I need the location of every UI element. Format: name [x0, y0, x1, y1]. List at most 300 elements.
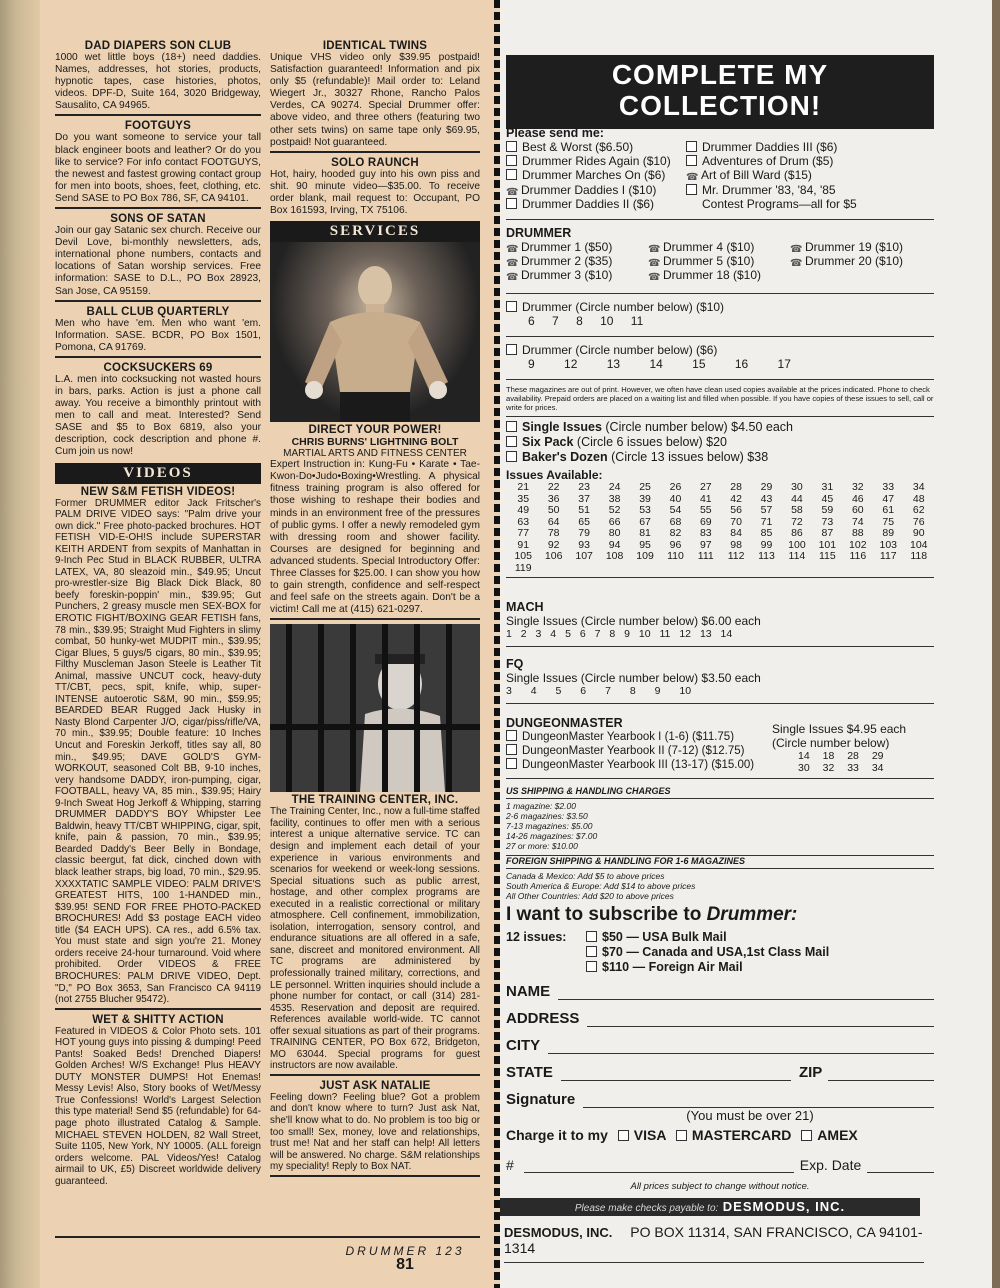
issue-number[interactable]: 6	[528, 313, 535, 328]
issue-number[interactable]: 68	[669, 515, 682, 528]
camera-icon: ☎	[648, 244, 661, 255]
order-item-label: Drummer 2 ($35)	[521, 254, 613, 269]
issue-number[interactable]: 18	[822, 750, 835, 762]
page-edge	[992, 0, 1000, 1288]
issue-number[interactable]: 32	[822, 762, 835, 774]
issue-number[interactable]: 9	[624, 628, 630, 640]
issue-number[interactable]: 55	[699, 504, 712, 516]
ad-title: NEW S&M FETISH VIDEOS!	[80, 485, 236, 498]
page-footer	[330, 1244, 480, 1272]
issue-number[interactable]: 76	[912, 515, 925, 528]
ad-direct-your-power	[270, 422, 480, 620]
order-item-label: Drummer 19 ($10)	[805, 240, 904, 254]
fq-section	[506, 657, 934, 704]
order-item-label: Drummer Marches On ($6)	[522, 168, 666, 183]
issue-number[interactable]: 83	[699, 527, 712, 539]
issue-number[interactable]: 85	[760, 527, 773, 539]
issue-number[interactable]: 118	[910, 550, 928, 562]
issue-number[interactable]: 36	[547, 492, 560, 505]
page-number: 81	[396, 1256, 414, 1273]
order-item[interactable]	[506, 268, 648, 282]
subscription-option[interactable]	[586, 930, 829, 945]
order-item-label: Drummer 20 ($10)	[805, 254, 904, 269]
cell-bars-photo	[270, 624, 480, 792]
issue-number[interactable]: 26	[669, 481, 682, 493]
issue-number[interactable]: 12	[679, 628, 692, 640]
issue-number[interactable]: 97	[699, 538, 712, 551]
ad-sons-of-satan	[55, 211, 261, 302]
order-item-label: Drummer Daddies III ($6)	[702, 140, 838, 154]
issue-number[interactable]: 23	[578, 481, 590, 493]
checkbox[interactable]	[506, 155, 517, 166]
dm-yearbooks	[506, 716, 772, 774]
issue-number[interactable]: 30	[791, 481, 803, 493]
issue-number[interactable]: 57	[760, 504, 773, 516]
order-item-label: DungeonMaster Yearbook III (13-17) ($15.00)	[522, 759, 755, 771]
checkbox[interactable]	[686, 155, 697, 166]
issues-row	[508, 505, 934, 517]
issue-number[interactable]: 107	[575, 550, 593, 562]
checkbox[interactable]	[686, 184, 697, 195]
order-item[interactable]	[506, 744, 772, 758]
checks-payable-bar	[500, 1198, 920, 1216]
state-field[interactable]	[561, 1066, 791, 1081]
ad-title: IDENTICAL TWINS	[322, 40, 428, 52]
issue-number[interactable]: 112	[727, 550, 745, 562]
issue-number[interactable]: 11	[630, 313, 644, 328]
checkbox[interactable]	[506, 451, 517, 462]
ad-just-ask-natalie	[270, 1078, 480, 1177]
issue-number[interactable]: 117	[879, 550, 897, 562]
issue-number[interactable]: 87	[821, 527, 834, 539]
issue-number[interactable]: 61	[882, 504, 895, 516]
checkbox[interactable]	[686, 141, 697, 152]
issue-number[interactable]: 70	[730, 515, 742, 528]
us-shipping-heading: US SHIPPING & HANDLING CHARGES	[506, 786, 671, 796]
issue-number[interactable]: 60	[851, 504, 864, 516]
issue-number[interactable]: 31	[821, 481, 834, 493]
issue-number[interactable]: 11	[659, 628, 671, 640]
issue-number[interactable]: 59	[821, 504, 834, 516]
issue-number[interactable]: 113	[758, 550, 775, 562]
circle-10-label: Drummer (Circle number below) ($10)	[522, 299, 725, 314]
issue-number[interactable]: 42	[730, 492, 742, 505]
age-notice: (You must be over 21)	[686, 1108, 814, 1123]
issue-number[interactable]: 43	[760, 492, 773, 505]
checkbox[interactable]	[586, 931, 597, 942]
send-list-left	[506, 140, 684, 211]
card-number-field[interactable]	[524, 1160, 794, 1173]
issue-number[interactable]: 49	[517, 504, 530, 516]
issue-number[interactable]: 98	[730, 538, 742, 551]
order-item[interactable]	[648, 254, 790, 268]
visa-checkbox[interactable]	[618, 1130, 629, 1141]
issue-number[interactable]: 108	[605, 550, 624, 562]
camera-icon: ☎	[790, 244, 803, 255]
issue-number[interactable]: 9	[654, 685, 661, 697]
order-item[interactable]	[686, 183, 926, 197]
drummer-heading: DRUMMER	[506, 226, 572, 240]
issue-number[interactable]: 111	[697, 550, 714, 562]
divider	[506, 336, 934, 337]
issue-number[interactable]: 86	[791, 527, 803, 539]
issue-number[interactable]: 3	[506, 685, 512, 697]
signature-field[interactable]	[583, 1093, 934, 1108]
issue-number[interactable]: 62	[912, 504, 925, 516]
name-label: NAME	[506, 983, 551, 1000]
dungeonmaster-section	[506, 716, 934, 779]
subscription-options	[506, 930, 934, 975]
checkbox[interactable]	[506, 301, 517, 312]
issue-number[interactable]: 63	[517, 515, 530, 528]
issues-grid	[508, 482, 934, 574]
issue-number[interactable]: 54	[669, 504, 682, 516]
issue-number[interactable]: 24	[608, 481, 621, 493]
issue-number[interactable]: 6	[579, 628, 586, 640]
order-item-label: Drummer 1 ($50)	[521, 240, 613, 254]
circle-10-numbers	[506, 314, 934, 328]
issues-row	[508, 494, 934, 506]
issue-number[interactable]: 88	[851, 527, 864, 539]
checkbox[interactable]	[586, 946, 597, 957]
issue-number[interactable]: 4	[550, 628, 557, 640]
issue-number[interactable]: 67	[639, 515, 651, 528]
state-zip-row	[506, 1054, 934, 1081]
order-item-label: DungeonMaster Yearbook I (1-6) ($11.75)	[522, 731, 735, 743]
order-item[interactable]	[506, 168, 684, 182]
dm-circle-label: (Circle number below)	[772, 736, 890, 750]
issue-number[interactable]: 56	[730, 504, 742, 516]
order-item[interactable]	[790, 254, 903, 268]
ad-body: Men who have 'em. Men who want 'em. Information. SASE. BCDR, PO Box 1501, Pomona, CA 91769.	[55, 317, 261, 353]
issue-number[interactable]: 74	[851, 515, 864, 528]
order-item[interactable]	[686, 140, 926, 154]
subscription-option[interactable]	[586, 945, 829, 960]
issue-number[interactable]: 58	[791, 504, 803, 516]
ad-identical-twins	[270, 38, 480, 153]
camera-icon: ☎	[506, 272, 519, 284]
issue-number[interactable]: 1	[506, 628, 512, 640]
issue-number[interactable]: 91	[517, 538, 530, 551]
shipping-rate: 1 magazine: $2.00	[506, 801, 576, 811]
ad-body: Former DRUMMER editor Jack Fritscher's PALM DRIVE VIDEO says: "Palm drive your own dick." Free photo-packed brochures. HOT FETISH VID-E-OH!S include SUPERSTAR KEITH ARDENT from sexpits of Manhattan in 9-Inch Pec Stud in BLACK RUBBER, ULTRA LATEX, VA, 80 sleazoid min., $49.95; Uncut pro-wrestler-size Big Black Dick Black, 80 beefy foreskin-poppin' min., $39.95; Gut Punchers, 2 greasy muscle men SEX-BOX for EROTIC FIGHT/BOXING GEAR FETISH fans, 78 min., $39.95; Straight Mud Fighters in slimy combat, 50 hunky-wet MUDPIT min., $39.95; Cigar Blues, 5 guys/5 cigars, 80 min., $39.95; Filthy Muscleman Jason Steele is Leather Tit Animal, massive UNCUT cock, heavy-duty TT/CBT, pecs, spit, knife, whip, super-INTENSE autoerotic S&M, 90 min., $59.95; BEARDED BEAR Rugged Jack Husky in Nasty Blond Carpenter J/O, cigar/piss/rifle/VA, 70 min., $39.95; Double feature: 10 Inches Uncut and Foreskin Jerkoff, titles say all, 80 min., $49.95; DAVE GOLD'S GYM-WORKOUT, seasoned Colt BB, 9-10 inches, very handsome DADDY, iron-pumping, cigar, FOOTBALL, heavy VA, 85 min., $39.95; Hairy 9-Inch Sweat Hog Jerkoff & Whipping, starring DRUMMER DADDY'S BOY Whipster Lee Baldwin, heavy TT/CBT WHIPPING, cigar, spit, knife, pain & passion, 70 min., $39.95; Bearded Daddy's Beer Belly in Bondage, classic beergut, fat dick, cinched down with black leather straps, big load, 70 min., $29.95. XXXXTATIC SAMPLE VIDEO: PALM DRIVE'S GREATEST HITS, 100 1-HANDED min., $39.95! SEND FOR FREE PHOTO-PACKED BROCHURES! Add $3 postage EACH video title ($4 EACH UPS). CA res., add 6.5% tax. You must state and sign you're 21. Money orders receive 24-hour turnaround. Void where prohibited. Order VIDEOS & FREE BROCHURES: PALM DRIVE VIDEO, Dept. "D," PO Box 3653, San Francisco CA 94119 (not 2755 Blucher 95472).	[55, 497, 261, 1006]
issue-number[interactable]: 114	[788, 550, 806, 562]
checkbox[interactable]	[506, 344, 517, 355]
issue-number[interactable]: 92	[547, 538, 560, 551]
option-detail: (Circle 13 issues below) $38	[611, 450, 769, 464]
issues-row	[508, 517, 934, 529]
issue-number[interactable]: 79	[578, 527, 590, 539]
send-list-right	[684, 140, 926, 211]
issue-number[interactable]: 89	[882, 527, 895, 539]
mach-heading: MACH	[506, 600, 544, 614]
issue-number[interactable]: 40	[669, 492, 682, 505]
order-item[interactable]	[506, 254, 648, 268]
order-item[interactable]	[506, 183, 684, 197]
issue-number[interactable]: 95	[639, 538, 651, 551]
issue-number[interactable]: 104	[909, 538, 928, 551]
issue-number[interactable]: 14	[720, 628, 733, 640]
charge-row	[506, 1127, 934, 1143]
order-item[interactable]	[506, 240, 648, 254]
issue-number[interactable]: 116	[849, 550, 867, 562]
checkbox[interactable]	[506, 421, 517, 432]
classifieds-column-1	[55, 38, 261, 1191]
divider	[506, 798, 934, 799]
classifieds-column-2	[270, 38, 480, 1179]
issue-number[interactable]: 69	[699, 515, 712, 528]
issue-number[interactable]: 84	[730, 527, 742, 539]
issue-number[interactable]: 119	[514, 561, 532, 574]
city-field[interactable]	[548, 1039, 934, 1054]
issue-number[interactable]: 109	[636, 550, 654, 562]
subscription-option[interactable]	[586, 960, 829, 975]
issue-number[interactable]: 13	[606, 356, 621, 371]
order-item[interactable]	[506, 154, 684, 168]
ad-body: Do you want someone to service your tall black engineer boots and leather? Or do you like to service? For info contact FOOTGUYS, the newest and fastest growing contact group for men into boots, shoes, feet, clothing, etc. Send SASE to PO Box 786, SF, CA 94101.	[55, 132, 261, 204]
ad-body: 1000 wet little boys (18+) need daddies. Names, addresses, hot stories, products, hypnotic tapes, case histories, photos, videos. DPF-D, Suite 164, 3020 Bridgeway, Sausalito, CA 94965.	[55, 52, 261, 112]
issue-number[interactable]: 46	[851, 492, 864, 505]
issue-number[interactable]: 22	[547, 481, 560, 493]
ad-title: DIRECT YOUR POWER!	[308, 424, 442, 437]
ad-body: L.A. men into cocksucking not wasted hours in bars, parks. Action is just a phone call away. You receive a bimonthly printout with men to call and meat. Interested? Send SASE and $5 to Box 6819, also your description, cock description and phone #. Cum join us now!	[55, 373, 261, 458]
banner-line-1: COMPLETE MY	[611, 59, 829, 90]
issue-number[interactable]: 13	[699, 628, 712, 640]
issue-number[interactable]: 105	[514, 550, 532, 562]
issue-number[interactable]: 66	[608, 515, 621, 528]
issue-number[interactable]: 48	[912, 492, 925, 505]
circle-6-row[interactable]	[506, 343, 934, 357]
issue-number[interactable]: 82	[669, 527, 682, 539]
address-label: ADDRESS	[506, 1010, 580, 1027]
card-number-row	[506, 1143, 934, 1173]
issue-number[interactable]: 27	[699, 481, 712, 493]
issue-number[interactable]: 6	[580, 685, 587, 697]
checkbox[interactable]	[586, 961, 597, 972]
issue-number[interactable]: 80	[608, 527, 621, 539]
issue-number[interactable]: 99	[760, 538, 773, 551]
signature-row	[506, 1081, 934, 1108]
issue-number[interactable]: 101	[818, 538, 837, 551]
issue-number[interactable]: 90	[912, 527, 925, 539]
order-item-label: Drummer Daddies I ($10)	[521, 182, 657, 197]
issue-number[interactable]: 38	[608, 492, 621, 505]
subscribe-heading	[506, 904, 934, 926]
issue-number[interactable]: 71	[760, 515, 773, 528]
issue-number[interactable]: 21	[517, 481, 530, 493]
issue-number[interactable]: 39	[639, 492, 651, 505]
circle-10-row[interactable]	[506, 300, 934, 314]
order-item-label: Drummer 3 ($10)	[521, 268, 613, 283]
issue-number[interactable]: 53	[639, 504, 651, 516]
order-item-label: Drummer Daddies II ($6)	[522, 196, 655, 211]
checkbox[interactable]	[506, 198, 517, 209]
checkbox[interactable]	[506, 744, 517, 755]
zip-field[interactable]	[828, 1066, 934, 1081]
ad-title: WET & SHITTY ACTION	[92, 1013, 224, 1026]
ad-subtitle: CHRIS BURNS' LIGHTNING BOLT	[291, 436, 459, 449]
order-item[interactable]	[506, 197, 684, 211]
issue-number[interactable]: 37	[578, 492, 590, 505]
exp-date-label: Exp. Date	[799, 1157, 862, 1173]
order-item[interactable]	[506, 758, 772, 772]
issue-number[interactable]: 51	[578, 504, 590, 516]
issue-number[interactable]: 77	[517, 527, 530, 539]
issue-number[interactable]: 10	[679, 685, 692, 697]
ad-body: Feeling down? Feeling blue? Got a problem and don't know where to turn? Just ask Nat, she'll know what to do. No problem is too big or too small! Sex, money, love and relationships, trust me! Nat and her staff can help! All letters will be answered. No charge. S&M relationships my speciality! Reply to Box NAT.	[270, 1091, 480, 1173]
circle-6-numbers	[506, 357, 934, 371]
six-pack-option[interactable]	[506, 435, 934, 450]
issue-number[interactable]: 47	[882, 492, 895, 505]
issue-number[interactable]: 100	[788, 538, 806, 551]
fighter-silhouette-icon	[270, 242, 480, 422]
issue-number[interactable]: 12	[564, 356, 578, 371]
issue-number[interactable]: 33	[882, 481, 895, 493]
issue-number[interactable]: 28	[730, 481, 742, 493]
order-item-label: DungeonMaster Yearbook II (7-12) ($12.75)	[522, 745, 745, 757]
bakers-dozen-option[interactable]	[506, 450, 934, 465]
issue-number[interactable]: 110	[667, 550, 684, 562]
order-item-label: Drummer 5 ($10)	[663, 254, 755, 269]
issue-number[interactable]: 106	[544, 550, 563, 562]
issue-number[interactable]: 10	[600, 313, 614, 328]
issues-row	[508, 528, 934, 540]
foreign-shipping-heading: FOREIGN SHIPPING & HANDLING FOR 1-6 MAGAZINES	[506, 856, 746, 866]
shipping-rate: 2-6 magazines: $3.50	[506, 811, 588, 821]
issue-number[interactable]: 5	[555, 685, 562, 697]
issue-number[interactable]: 115	[818, 550, 836, 562]
checkbox[interactable]	[506, 758, 517, 769]
issue-number[interactable]: 29	[760, 481, 773, 493]
order-item[interactable]	[686, 154, 926, 168]
company-address: PO BOX 11314, SAN FRANCISCO, CA 94101-1314	[504, 1224, 923, 1256]
zip-label: ZIP	[798, 1064, 823, 1081]
checkbox[interactable]	[506, 169, 517, 180]
issue-number[interactable]: 32	[851, 481, 864, 493]
please-send-section	[506, 126, 934, 220]
issue-number[interactable]: 7	[552, 313, 559, 328]
issue-number[interactable]: 16	[734, 356, 749, 371]
checkbox[interactable]	[506, 730, 517, 741]
single-issues-option[interactable]	[506, 420, 934, 435]
issue-number[interactable]: 8	[629, 685, 636, 697]
ad-solo-raunch	[270, 155, 480, 219]
shipping-rate: 14-26 magazines: $7.00	[506, 831, 598, 841]
issue-number[interactable]: 35	[517, 492, 530, 505]
issue-number[interactable]: 96	[669, 538, 682, 551]
issue-number[interactable]: 3	[535, 628, 542, 640]
divider	[506, 379, 934, 380]
issue-number[interactable]: 102	[849, 538, 867, 551]
order-item-label: Mr. Drummer '83, '84, '85	[702, 182, 836, 197]
issue-number[interactable]: 78	[547, 527, 560, 539]
issue-number[interactable]: 2	[520, 628, 527, 640]
issue-number[interactable]: 25	[639, 481, 651, 493]
issue-number[interactable]: 4	[530, 685, 537, 697]
subscribe-magazine: Drummer:	[706, 904, 798, 925]
issue-number[interactable]: 64	[547, 515, 560, 528]
issue-number[interactable]: 17	[777, 356, 791, 371]
shipping-rate: South America & Europe: Add $14 to above prices	[506, 881, 696, 891]
issue-number[interactable]: 9	[528, 356, 535, 371]
amex-checkbox[interactable]	[801, 1130, 812, 1141]
issue-number[interactable]: 33	[847, 762, 859, 774]
mastercard-checkbox[interactable]	[676, 1130, 687, 1141]
issue-number[interactable]: 30	[798, 762, 810, 774]
issue-number[interactable]: 5	[565, 628, 571, 640]
issue-number[interactable]: 50	[547, 504, 560, 516]
footer-rule	[55, 1236, 480, 1238]
issue-number[interactable]: 7	[605, 685, 611, 697]
issue-number[interactable]: 94	[608, 538, 621, 551]
order-item[interactable]	[790, 240, 903, 254]
subscription-option-label: $70 — Canada and USA,1st Class Mail	[602, 945, 830, 959]
drummer-grid	[506, 240, 934, 283]
issue-number[interactable]: 44	[791, 492, 803, 505]
issue-number[interactable]: 14	[798, 750, 810, 762]
issue-number[interactable]: 8	[609, 628, 616, 640]
page-spine	[0, 0, 40, 1288]
issue-number[interactable]: 34	[912, 481, 925, 493]
issue-number[interactable]: 8	[576, 313, 583, 328]
order-item[interactable]	[506, 730, 772, 744]
shipping-rate: All Other Countries: Add $20 to above prices	[506, 891, 674, 901]
issues-row	[508, 551, 934, 563]
divider	[506, 646, 934, 647]
option-name: Single Issues	[522, 420, 602, 434]
issue-number[interactable]: 52	[608, 504, 621, 516]
issue-number[interactable]: 7	[594, 628, 601, 640]
checkbox[interactable]	[506, 436, 517, 447]
issue-number[interactable]: 81	[639, 527, 651, 539]
issue-number[interactable]: 15	[692, 356, 706, 371]
issue-number[interactable]: 45	[821, 492, 834, 505]
checkbox[interactable]	[506, 141, 517, 152]
address-row	[506, 1000, 934, 1027]
issue-number[interactable]: 93	[578, 538, 590, 551]
order-item-label: Adventures of Drum ($5)	[702, 154, 834, 169]
drummer-section	[506, 226, 934, 417]
issue-number[interactable]: 65	[578, 515, 590, 528]
address-field[interactable]	[587, 1012, 934, 1027]
issue-number[interactable]: 10	[638, 628, 651, 640]
issue-number[interactable]: 103	[879, 538, 898, 551]
ad-title: FOOTGUYS	[124, 120, 192, 133]
issue-number[interactable]: 75	[882, 515, 895, 528]
issue-number[interactable]: 34	[871, 762, 884, 774]
order-item[interactable]	[648, 240, 790, 254]
exp-date-field[interactable]	[867, 1160, 934, 1173]
name-field[interactable]	[558, 985, 934, 1000]
issue-number[interactable]: 28	[847, 750, 859, 762]
issue-number[interactable]: 14	[649, 356, 663, 371]
fq-price-line: Single Issues (Circle number below) $3.50 each	[506, 671, 761, 685]
order-item[interactable]	[686, 168, 926, 182]
ad-title: DAD DIAPERS SON CLUB	[84, 40, 232, 52]
please-send-heading: Please send me:	[506, 126, 604, 140]
name-row	[506, 976, 934, 1000]
issue-number[interactable]: 72	[791, 515, 803, 528]
issue-number[interactable]: 73	[821, 515, 834, 528]
ad-ball-club	[55, 304, 261, 358]
order-item[interactable]	[506, 140, 684, 154]
ad-wet-shitty	[55, 1012, 261, 1190]
issue-number[interactable]: 29	[871, 750, 884, 762]
order-item[interactable]	[648, 268, 790, 282]
complete-collection-banner	[506, 55, 934, 129]
issue-number[interactable]: 41	[699, 492, 712, 505]
issues-row	[508, 540, 934, 552]
